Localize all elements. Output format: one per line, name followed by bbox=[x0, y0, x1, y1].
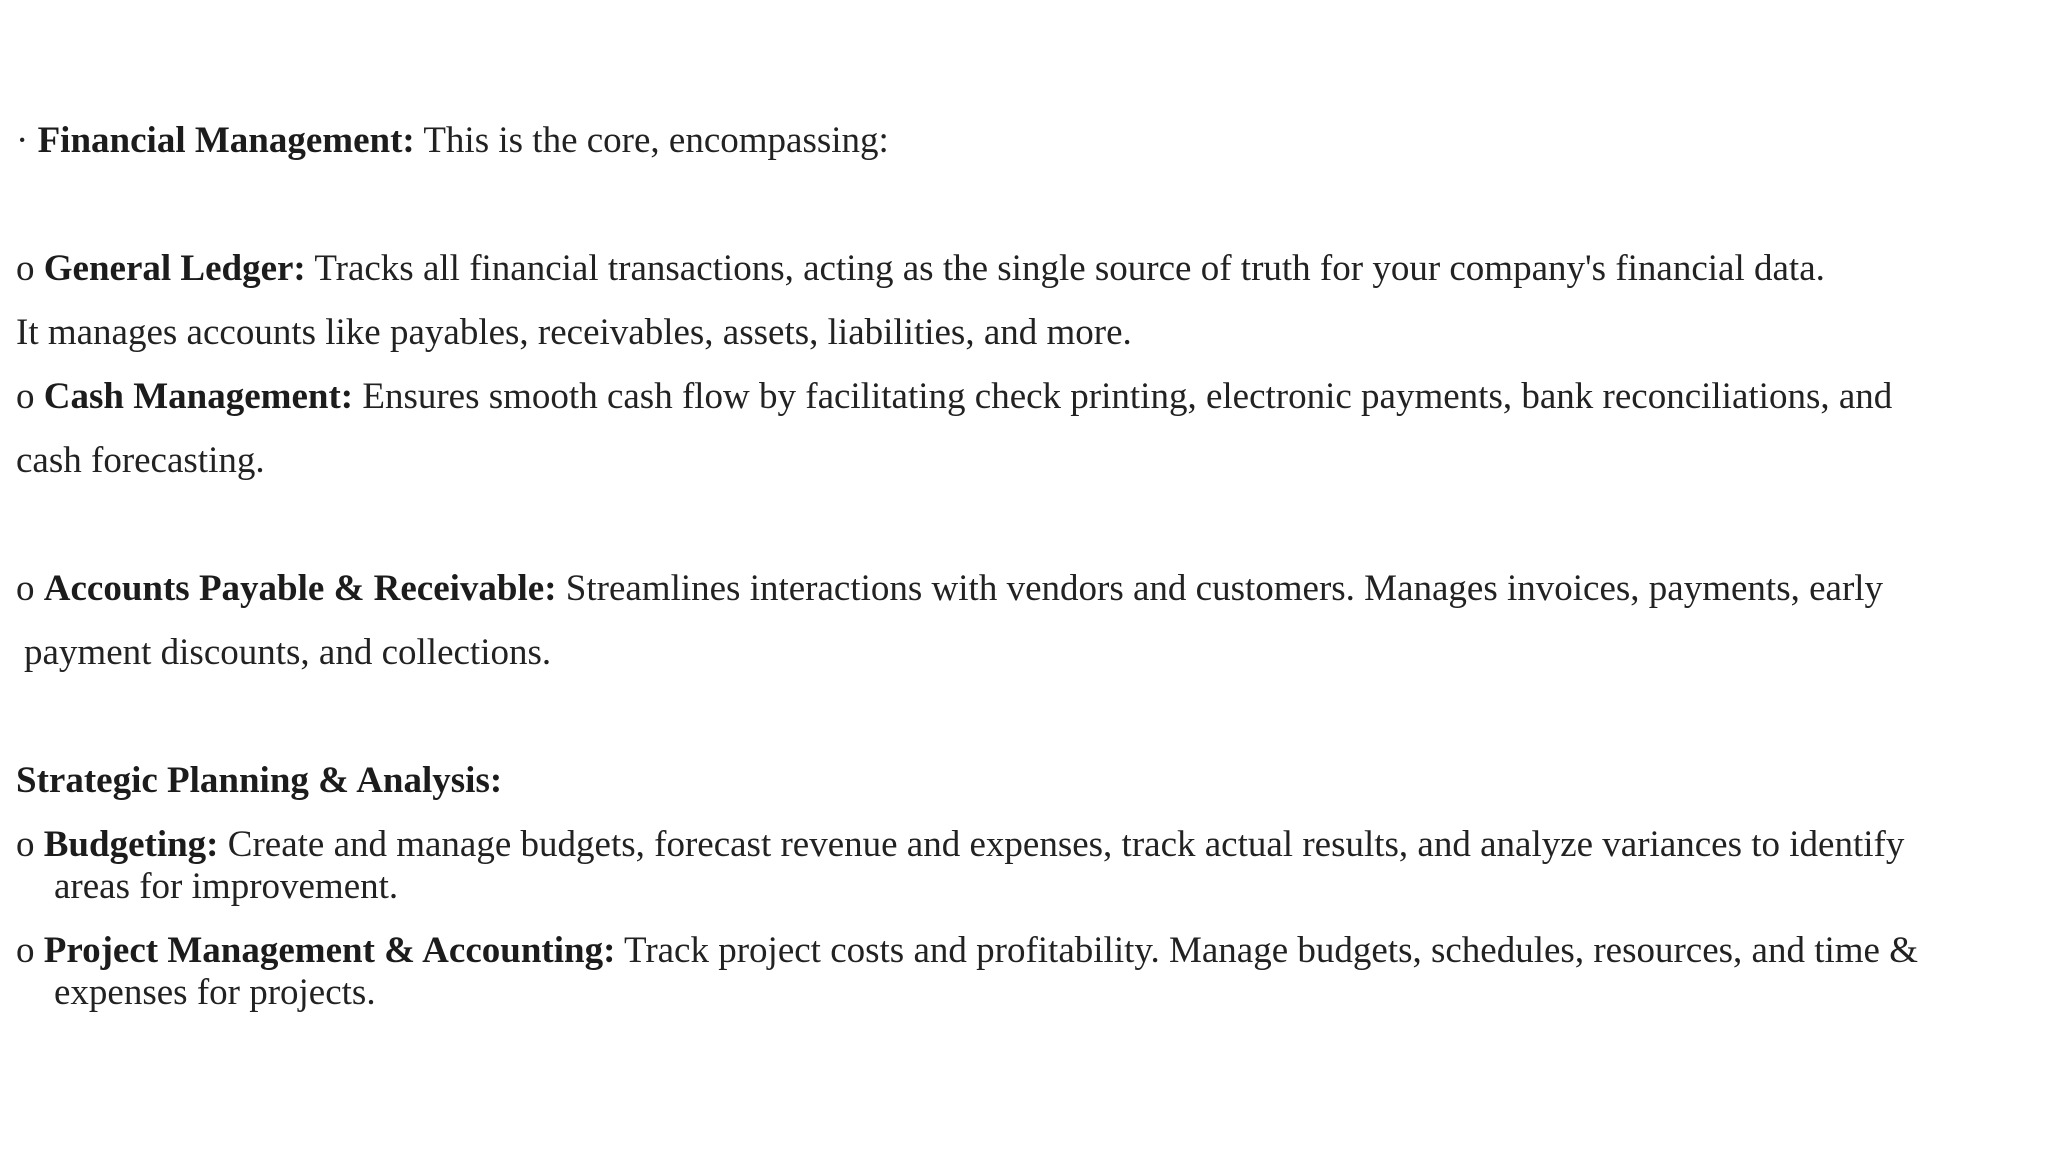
general-ledger-item bbox=[16, 247, 1825, 291]
cash-management-text-line2: cash forecasting. bbox=[16, 440, 265, 481]
accounts-payable-receivable-item bbox=[16, 567, 1883, 611]
general-ledger-text-line2: It manages accounts like payables, receivables, assets, liabilities, and more. bbox=[16, 312, 1132, 353]
budgeting-text-line2: areas for improvement. bbox=[54, 866, 399, 907]
project-management-continuation bbox=[54, 971, 376, 1015]
financial-management-heading: Financial Management: bbox=[37, 120, 415, 161]
cash-management-heading: Cash Management: bbox=[43, 376, 354, 417]
project-management-text-line2: expenses for projects. bbox=[54, 972, 376, 1013]
project-management-item bbox=[16, 929, 1918, 973]
general-ledger-heading: General Ledger: bbox=[43, 248, 306, 289]
cash-management-text-line1: Ensures smooth cash flow by facilitating check printing, electronic payments, bank reconciliations, and bbox=[362, 376, 1893, 417]
list-marker: o bbox=[16, 568, 35, 609]
budgeting-text-line1: Create and manage budgets, forecast revenue and expenses, track actual results, and analyze variances to identify bbox=[227, 824, 1905, 865]
accounts-payable-receivable-heading: Accounts Payable & Receivable: bbox=[43, 568, 557, 609]
general-ledger-text-line1: Tracks all financial transactions, acting as the single source of truth for your company's financial data. bbox=[314, 248, 1825, 289]
strategic-planning-heading-line bbox=[16, 759, 502, 803]
budgeting-heading: Budgeting: bbox=[43, 824, 219, 865]
accounts-payable-receivable-text-line1: Streamlines interactions with vendors and customers. Manages invoices, payments, early bbox=[565, 568, 1884, 609]
list-marker: o bbox=[16, 930, 35, 971]
budgeting-continuation bbox=[54, 865, 398, 909]
financial-management-text: This is the core, encompassing: bbox=[423, 120, 889, 161]
budgeting-item bbox=[16, 823, 1904, 867]
project-management-text-line1: Track project costs and profitability. Manage budgets, schedules, resources, and time & bbox=[624, 930, 1919, 971]
list-marker: o bbox=[16, 376, 35, 417]
strategic-planning-heading: Strategic Planning & Analysis: bbox=[16, 760, 503, 801]
bullet-marker: · bbox=[16, 120, 29, 161]
accounts-payable-receivable-text-line2: payment discounts, and collections. bbox=[24, 632, 552, 673]
financial-management-item bbox=[16, 119, 889, 163]
project-management-heading: Project Management & Accounting: bbox=[43, 930, 616, 971]
cash-management-continuation bbox=[16, 439, 265, 483]
accounts-payable-receivable-continuation bbox=[24, 631, 551, 675]
list-marker: o bbox=[16, 248, 35, 289]
general-ledger-continuation bbox=[16, 311, 1132, 355]
list-marker: o bbox=[16, 824, 35, 865]
cash-management-item bbox=[16, 375, 1892, 419]
